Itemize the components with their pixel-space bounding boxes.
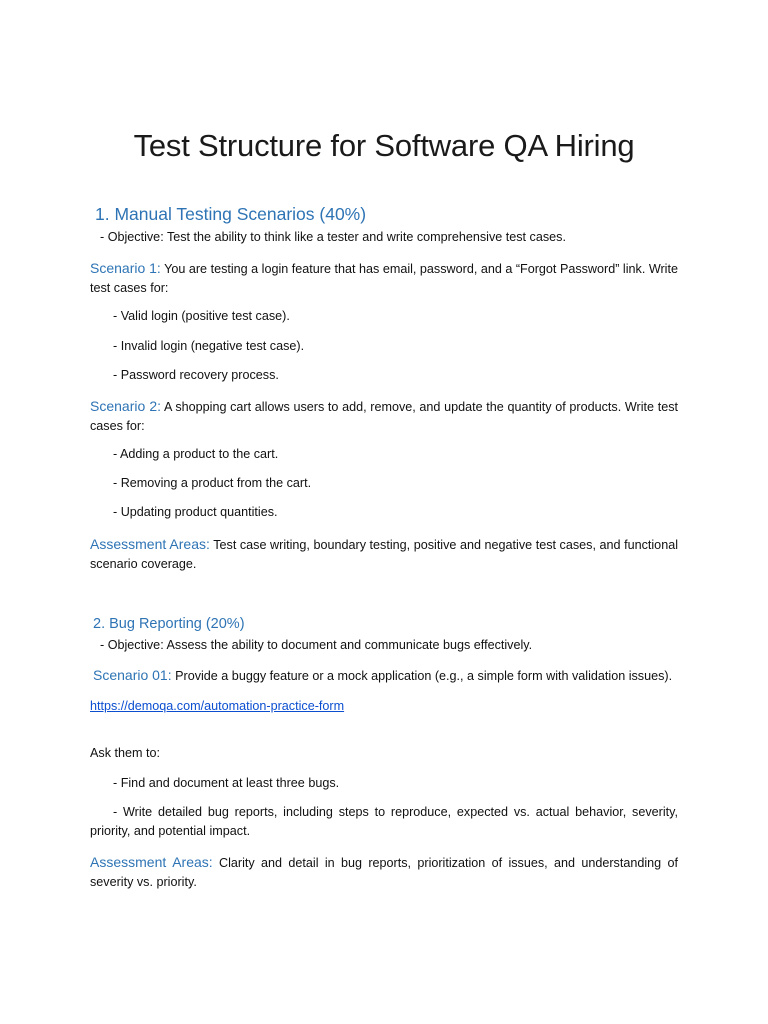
section-2-objective: - Objective: Assess the ability to document and communicate bugs effectively. — [100, 638, 533, 652]
scenario-2-item: - Adding a product to the cart. — [113, 447, 279, 461]
section-1-objective: - Objective: Test the ability to think like a tester and write comprehensive test cases. — [100, 230, 566, 244]
scenario-01-text: Provide a buggy feature or a mock application (e.g., a simple form with validation issues). — [171, 669, 673, 683]
ask-them-to: Ask them to: — [90, 746, 160, 760]
scenario-1-item: - Password recovery process. — [113, 368, 279, 382]
scenario-2-text: A shopping cart allows users to add, remove, and update the quantity of products. Write test cases for: — [90, 400, 678, 433]
assessment-areas-label: Assessment Areas: — [90, 854, 213, 870]
scenario-2-item: - Removing a product from the cart. — [113, 476, 312, 490]
scenario-1-item: - Invalid login (negative test case). — [113, 339, 305, 353]
section-1-heading: 1. Manual Testing Scenarios (40%) — [95, 204, 367, 224]
assessment-areas-2 — [90, 853, 678, 892]
scenario-01-label: Scenario 01: — [93, 667, 172, 683]
assessment-areas-1 — [90, 535, 678, 574]
bug-task-item: - Write detailed bug reports, including steps to reproduce, expected vs. actual behavior, severity, priority, and potential impact. — [90, 805, 678, 838]
scenario-1-paragraph — [90, 259, 678, 298]
document-title: Test Structure for Software QA Hiring — [133, 128, 635, 163]
bug-task-item: - Find and document at least three bugs. — [113, 776, 340, 790]
section-2-heading: 2. Bug Reporting (20%) — [93, 616, 245, 632]
assessment-areas-text: Clarity and detail in bug reports, prioritization of issues, and understanding of severity vs. priority. — [90, 856, 678, 889]
scenario-2-paragraph — [90, 397, 678, 436]
practice-form-link[interactable]: https://demoqa.com/automation-practice-form — [90, 699, 345, 713]
assessment-areas-text: Test case writing, boundary testing, positive and negative test cases, and functional scenario coverage. — [90, 538, 678, 571]
scenario-1-label: Scenario 1: — [90, 260, 161, 276]
scenario-2-item: - Updating product quantities. — [113, 505, 278, 519]
assessment-areas-label: Assessment Areas: — [90, 536, 210, 552]
scenario-1-item: - Valid login (positive test case). — [113, 309, 290, 323]
scenario-1-text: You are testing a login feature that has email, password, and a “Forgot Password” link. Write test cases for: — [90, 262, 678, 295]
scenario-2-label: Scenario 2: — [90, 398, 161, 414]
scenario-01-paragraph — [93, 666, 672, 685]
